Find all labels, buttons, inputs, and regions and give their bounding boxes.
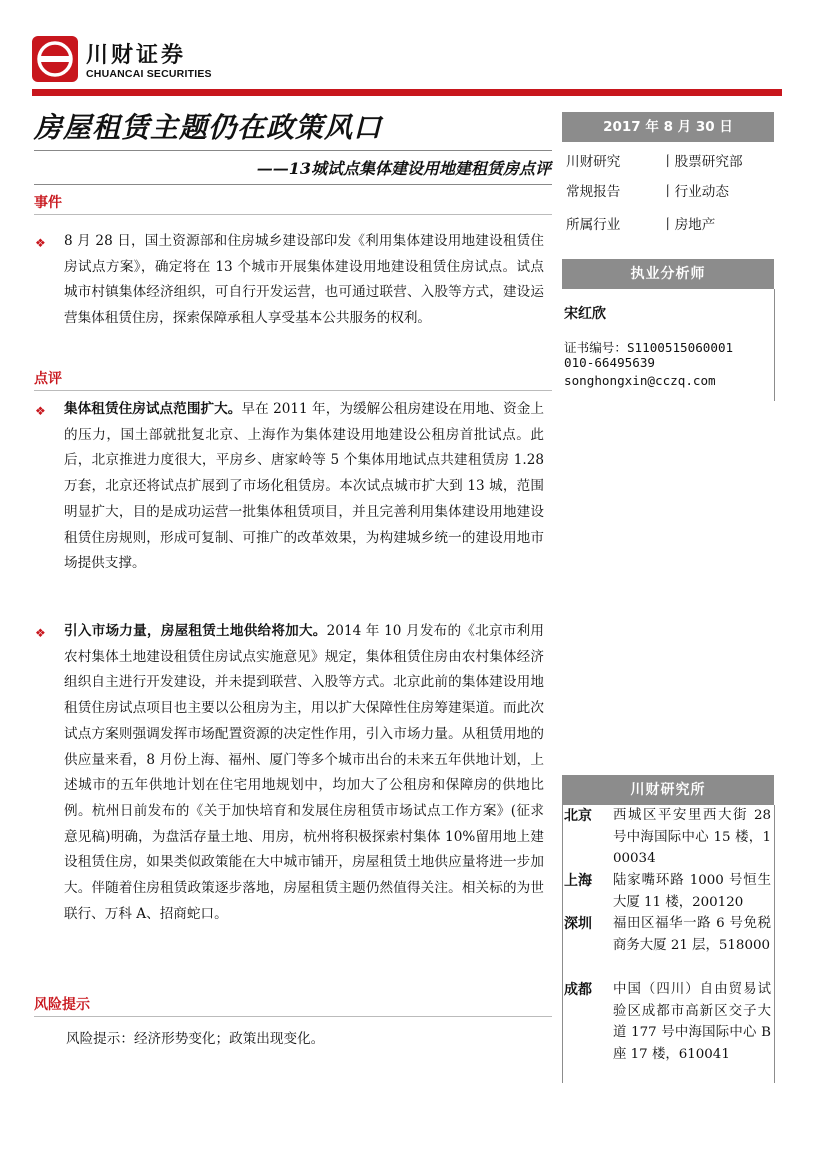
office-address: 西城区平安里西大街 28 号中海国际中心 15 楼，100034 [613, 808, 771, 866]
office-city: 深圳 [564, 916, 592, 932]
sidebar-border [774, 805, 775, 1083]
office-address: 中国（四川）自由贸易试验区成都市高新区交子大道 177 号中海国际中心 B 座 17 楼，610041 [613, 982, 771, 1062]
comment-lead-2: 引入市场力量，房屋租赁土地供给将加大。 [64, 623, 327, 639]
meta-label: 所属行业 [566, 217, 621, 233]
office-address: 陆家嘴环路 1000 号恒生大厦 11 楼，200120 [613, 873, 771, 910]
comment-paragraph-2 [64, 619, 544, 927]
meta-label: 常规报告 [566, 184, 621, 200]
comment-lead-1: 集体租赁住房试点范围扩大。 [64, 401, 242, 417]
section-heading-comment: 点评 [34, 371, 62, 387]
diamond-bullet-icon: ❖ [35, 236, 46, 250]
meta-value: 丨房地产 [661, 217, 716, 233]
institute-heading: 川财研究所 [562, 775, 774, 805]
analyst-email[interactable]: songhongxin@cczq.com [564, 373, 716, 388]
section-heading-event: 事件 [34, 195, 62, 211]
office-city: 北京 [564, 808, 592, 824]
comment-text-2: 2014 年 10 月发布的《北京市利用农村集体土地建设租赁住房试点实施意见》规定，集体租赁住房由农村集体经济组织自主进行开发建设，并未提到联营、入股等方式。北京此前的集体建设用地租赁住房试点项目也主要以公租房为主，用以扩大保障性住房筹建渠道。而此次试点方案则强调发挥市场配置资源的决定性作用，引入市场力量。从租赁用地的供应量来看，8 月份上海、福州、厦门等多个城市出台的未来五年供地计划，上述城市的五年供地计划在住宅用地规划中，均加大了公租房和保障房的供地比例。杭州日前发布的《关于加快培育和发展住房租赁市场试点工作方案》(征求意见稿)明确，为盘活存量土地、用房，杭州将积极探索村集体 10%留用地上建设租赁住房，如果类似政策能在大中城市铺开，房屋租赁土地供应量将进一步加大。伴随着住房租赁政策逐步落地，房屋租赁主题仍然值得关注。相关标的为世联行、万科 A、招商蛇口。 [64, 623, 545, 922]
sidebar-border [562, 805, 563, 1083]
sidebar-border [774, 289, 775, 401]
event-paragraph: 8 月 28 日，国土资源部和住房城乡建设部印发《利用集体建设用地建设租赁住房试点方案》，确定将在 13 个城市开展集体建设用地建设租赁住房试点。试点城市村镇集体经济组织，可自行开发运营，也可通过联营、入股等方式，建设运营集体租赁住房，探索保障承租人享受基本公共服务的权利。 [64, 233, 544, 327]
office-city: 上海 [564, 873, 592, 889]
section-heading-risk: 风险提示 [34, 997, 90, 1013]
section-divider [34, 214, 552, 215]
diamond-bullet-icon: ❖ [35, 404, 46, 418]
subtitle-divider [34, 184, 552, 185]
header-rule [32, 89, 782, 96]
comment-text-1: 早在 2011 年，为缓解公租房建设在用地、资金上的压力，国土部就批复北京、上海作为集体建设用地建设公租房首批试点。此后，北京推进力度很大，平房乡、唐家岭等 5 个集体用地试点共建租赁房 1.28 万套，北京还将试点扩展到了市场化租赁房。本次试点城市扩大到 13 城，范围明显扩大，目的是成功运营一批集体租赁项目，并且完善利用集体建设用地建设租赁住房规则，形成可复制、可推广的改革效果，为构建城乡统一的建设用地市场提供支撑。 [64, 401, 544, 572]
analyst-name: 宋红欣 [564, 306, 606, 322]
risk-paragraph: 风险提示：经济形势变化；政策出现变化。 [66, 1031, 325, 1047]
analyst-cert: 证书编号：S1100515060001 [564, 340, 734, 355]
meta-value: 丨行业动态 [661, 184, 729, 200]
brand-name-cn: 川财证券 [86, 43, 187, 68]
section-divider [34, 390, 552, 391]
comment-paragraph-1 [64, 397, 544, 577]
page-subtitle: ——13城试点集体建设用地建租赁房点评 [256, 159, 551, 178]
office-city: 成都 [564, 982, 592, 998]
office-address: 福田区福华一路 6 号免税商务大厦 21 层，518000 [613, 916, 771, 953]
meta-label: 川财研究 [566, 154, 621, 170]
analyst-phone: 010-66495639 [564, 355, 655, 370]
title-divider [34, 150, 552, 151]
report-date: 2017 年 8 月 30 日 [562, 112, 774, 142]
page-title: 房屋租赁主题仍在政策风口 [34, 111, 383, 144]
meta-value: 丨股票研究部 [661, 154, 743, 170]
section-divider [34, 1016, 552, 1017]
diamond-bullet-icon: ❖ [35, 626, 46, 640]
brand-name-en: CHUANCAI SECURITIES [86, 68, 212, 80]
analyst-heading: 执业分析师 [562, 259, 774, 289]
chuancai-logo [32, 36, 78, 82]
